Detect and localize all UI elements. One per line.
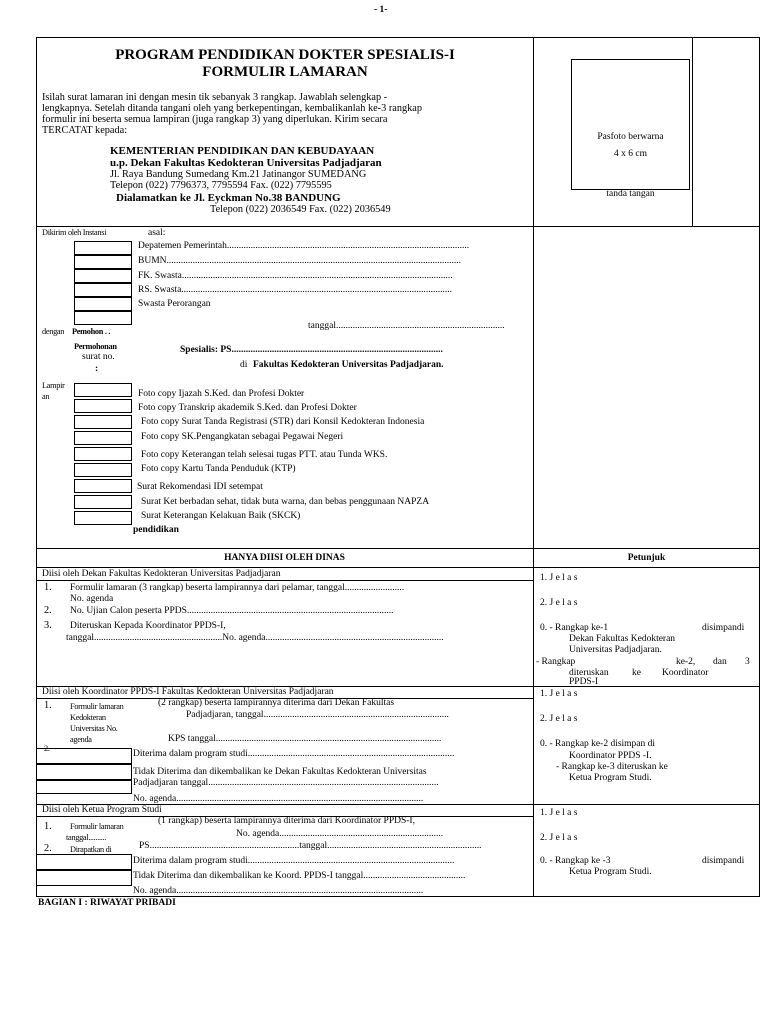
di-label: di xyxy=(240,360,248,370)
s1-line-1[interactable]: Formulir lamaran (3 rangkap) beserta lampirannya dari pelamar, tanggal......................... xyxy=(70,583,405,593)
petunjuk-header: Petunjuk xyxy=(627,553,666,563)
s2-num-2: 2. xyxy=(44,744,50,753)
attachment-checkbox-8[interactable] xyxy=(74,495,132,509)
photo-size: 4 x 6 cm xyxy=(614,149,647,159)
petunjuk2-f: Ketua Program Studi. xyxy=(569,773,652,783)
phone-line-1: Telepon (022) 7796373, 7795594 Fax. (022) 7795595 xyxy=(110,180,332,191)
s1-agenda: No. agenda xyxy=(70,594,114,604)
section-heading-riwayat: BAGIAN I : RIWAYAT PRIBADI xyxy=(38,898,176,908)
s3-checkbox-2[interactable] xyxy=(36,870,132,886)
checkbox-extra[interactable] xyxy=(74,311,132,325)
section1-title: Diisi oleh Dekan Fakultas Kedokteran Universitas Padjadjaran xyxy=(42,569,281,579)
s3-line-1: (1 rangkap) beserta lampirannya diterima dari Koordinator PPDS-I, xyxy=(158,816,415,826)
s2-kps[interactable]: KPS tanggal............................................................................................... xyxy=(168,734,442,744)
attachment-7: Surat Rekomendasi IDI setempat xyxy=(137,482,263,492)
s2-agenda-label: agenda xyxy=(70,735,92,744)
asal-label: asal: xyxy=(148,228,166,238)
petunjuk1-g2: ke xyxy=(632,668,641,678)
s2-checkbox-2[interactable] xyxy=(36,764,132,780)
divider-office xyxy=(36,548,760,549)
petunjuk2-a: 1. J e l a s xyxy=(540,689,578,699)
petunjuk1-d: Dekan Fakultas Kedokteran xyxy=(569,634,676,644)
petunjuk2-d: Koordinator PPDS -I. xyxy=(569,751,652,761)
s1-num-3: 3. xyxy=(44,620,52,631)
option-departemen: Depatemen Pemerintah...................................................................................................... xyxy=(138,241,470,251)
section2-title: Diisi oleh Koordinator PPDS-I Fakultas Kedokteran Universitas Padjadjaran xyxy=(42,687,334,697)
checkbox-departemen[interactable] xyxy=(74,241,132,255)
s3-dirapatkan: Dirapatkan di xyxy=(70,845,112,854)
s3-formulir: Formulir lamaran xyxy=(70,822,124,831)
petunjuk1-f2: ke-2, xyxy=(676,657,696,667)
s3-line-1b[interactable]: No. agenda..................................................................... xyxy=(236,829,444,839)
signature-label: tanda tangan xyxy=(606,189,655,199)
instruction-line-4: TERCATAT kepada: xyxy=(42,125,128,136)
tanggal-field[interactable]: tanggal....................................................................... xyxy=(308,321,505,331)
s2-checkbox-3[interactable] xyxy=(36,780,132,794)
petunjuk3-b: 2. J e l a s xyxy=(540,833,578,843)
petunjuk2-b: 2. J e l a s xyxy=(540,714,578,724)
petunjuk1-g3: Koordinator xyxy=(662,668,709,678)
lampiran-label-1: Lampir xyxy=(42,381,65,390)
s1-line-2[interactable]: No. Ujian Calon peserta PPDS....................................................................................... xyxy=(70,606,394,616)
s3-no-agenda[interactable]: No. agenda........................................................................................................ xyxy=(133,886,424,896)
s3-num-1: 1. xyxy=(44,821,52,832)
s2-line-1b[interactable]: Padjadjaran, tanggal.............................................................................. xyxy=(186,710,449,720)
s2-universitas: Universitas No. xyxy=(70,724,118,733)
s3-ps-line[interactable]: PS...............................................................tanggal................................................................. xyxy=(139,841,482,851)
s1-line-3: Diteruskan Kepada Koordinator PPDS-I, xyxy=(70,621,226,631)
sender-label: Dikirim oleh Instansi xyxy=(42,228,107,237)
s2-tidak-diterima-tanggal[interactable]: Padjadjaran tanggal................................................................................................. xyxy=(133,778,439,788)
instruction-line-3: formulir ini beserta semua lampiran (juga rangkap 3) yang diperlukan. Kirim secara xyxy=(42,114,388,125)
section1-underline xyxy=(36,580,533,581)
attachment-3: Foto copy Surat Tanda Registrasi (STR) dari Konsil Kedokteran Indonesia xyxy=(141,417,425,427)
ministry-name: KEMENTERIAN PENDIDIKAN DAN KEBUDAYAAN xyxy=(110,145,375,157)
attachment-checkbox-3[interactable] xyxy=(74,415,132,429)
photo-label: Pasfoto berwarna xyxy=(597,132,664,142)
divider-vertical-right xyxy=(692,37,693,226)
s3-checkbox-1[interactable] xyxy=(36,854,132,870)
s1-num-2: 2. xyxy=(44,605,52,616)
petunjuk1-e: Universitas Padjadjaran. xyxy=(569,645,662,655)
dean-name: u.p. Dekan Fakultas Kedokteran Universitas Padjadjaran xyxy=(110,157,382,169)
attachment-5: Foto copy Keterangan telah selesai tugas PTT. atau Tunda WKS. xyxy=(141,450,388,460)
s3-tanggal-label: tanggal.......... xyxy=(66,833,107,842)
s2-tidak-diterima: Tidak Diterima dan dikembalikan ke Dekan Fakultas Kedokteran Universitas xyxy=(133,767,427,777)
s2-kedokteran: Kedokteran xyxy=(70,713,106,722)
petunjuk3-c: 0. - Rangkap ke -3 xyxy=(540,856,611,866)
checkbox-bumn[interactable] xyxy=(74,255,132,269)
option-bumn: BUMN............................................................................................................................ xyxy=(138,256,462,266)
attachment-6: Foto copy Kartu Tanda Penduduk (KTP) xyxy=(141,464,296,474)
s3-num-2: 2. xyxy=(44,843,52,854)
attachment-8: Surat Ket berbadan sehat, tidak buta warna, dan bebas penggunaan NAPZA xyxy=(141,497,430,507)
checkbox-swasta-perorangan[interactable] xyxy=(74,297,132,311)
phone-line-2: Telepon (022) 2036549 Fax. (022) 2036549 xyxy=(210,204,391,215)
lampiran-label-2: an xyxy=(42,392,50,401)
petunjuk1-f4: 3 xyxy=(745,657,750,667)
form-subtitle: FORMULIR LAMARAN xyxy=(202,64,368,80)
attachment-1: Foto copy Ijazah S.Ked. dan Profesi Dokter xyxy=(138,389,305,399)
dengan-label: dengan xyxy=(42,327,65,336)
attachment-checkbox-7[interactable] xyxy=(74,479,132,493)
instruction-line-1: Isilah surat lamaran ini dengan mesin tik sebanyak 3 rangkap. Jawablah selengkap - xyxy=(42,92,388,103)
address-line-2: Dialamatkan ke Jl. Eyckman No.38 BANDUNG xyxy=(116,192,341,204)
petunjuk1-g1: diteruskan xyxy=(569,668,609,678)
attachment-checkbox-5[interactable] xyxy=(74,447,132,461)
photo-box[interactable] xyxy=(571,59,690,190)
divider-office-header xyxy=(36,567,760,568)
pemohon-label: Pemohon . . xyxy=(72,327,111,336)
s2-num-1: 1. xyxy=(44,700,52,711)
page-number: - 1- xyxy=(374,5,388,15)
surat-no-label: surat no. xyxy=(82,352,115,362)
petunjuk2-e: - Rangkap ke-3 diteruskan ke xyxy=(556,762,668,772)
petunjuk2-c: 0. - Rangkap ke-2 disimpan di xyxy=(540,739,656,749)
petunjuk1-f1: - Rangkap xyxy=(536,657,576,667)
attachment-checkbox-1[interactable] xyxy=(74,383,132,397)
divider-header xyxy=(36,226,760,227)
attachment-checkbox-9[interactable] xyxy=(74,511,132,525)
s1-num-1: 1. xyxy=(44,582,52,593)
divider-vertical xyxy=(533,37,534,897)
attachment-2: Foto copy Transkrip akademik S.Ked. dan Profesi Dokter xyxy=(138,403,357,413)
checkbox-fk-swasta[interactable] xyxy=(74,269,132,283)
s2-diterima[interactable]: Diterima dalam program studi....................................................................................... xyxy=(133,749,455,759)
fakultas-label: Fakultas Kedokteran Universitas Padjadjaran. xyxy=(253,360,444,370)
checkbox-rs-swasta[interactable] xyxy=(74,283,132,297)
s2-checkbox-1[interactable] xyxy=(36,748,132,764)
s2-no-agenda[interactable]: No. agenda........................................................................................................ xyxy=(133,794,424,804)
form-title: PROGRAM PENDIDIKAN DOKTER SPESIALIS-I xyxy=(115,47,455,63)
attachment-checkbox-2[interactable] xyxy=(74,399,132,413)
s1-tanggal[interactable]: tanggal......................................................No. agenda........................................................................... xyxy=(66,633,444,643)
s3-diterima[interactable]: Diterima dalam program studi....................................................................................... xyxy=(133,856,455,866)
address-line-1: Jl. Raya Bandung Sumedang Km.21 Jatinangor SUMEDANG xyxy=(110,169,367,180)
instruction-line-2: lengkapnya. Setelah ditanda tangani oleh yang berkepentingan, kembalikanlah ke-3 rangkap xyxy=(42,103,422,114)
petunjuk1-b: 2. J e l a s xyxy=(540,598,578,608)
option-swasta-perorangan: Swasta Perorangan xyxy=(138,299,211,309)
office-header: HANYA DIISI OLEH DINAS xyxy=(224,553,345,563)
petunjuk1-c2: disimpandi xyxy=(702,623,745,633)
attachment-checkbox-6[interactable] xyxy=(74,463,132,477)
petunjuk3-d: Ketua Program Studi. xyxy=(569,867,652,877)
pendidikan-label: pendidikan xyxy=(133,525,179,535)
s2-line-1: (2 rangkap) beserta lampirannya diterima dari Dekan Fakultas xyxy=(158,698,395,708)
option-rs-swasta: RS. Swasta.................................................................................................................. xyxy=(138,285,453,295)
option-fk-swasta: FK. Swasta.................................................................................................................. xyxy=(138,271,453,281)
permohonan-label: Permohonan xyxy=(74,342,117,351)
petunjuk3-c2: disimpandi xyxy=(702,856,745,866)
s2-formulir: Formulir lamaran xyxy=(70,702,124,711)
attachment-4: Foto copy SK.Pengangkatan sebagai Pegawai Negeri xyxy=(141,432,344,442)
petunjuk1-c: 0. - Rangkap ke-1 xyxy=(540,623,609,633)
spesialis-field[interactable]: Spesialis: PS......................................................................................... xyxy=(180,345,443,355)
petunjuk1-a: 1. J e l a s xyxy=(540,573,578,583)
petunjuk3-a: 1. J e l a s xyxy=(540,808,578,818)
petunjuk1-f3: dan xyxy=(713,657,727,667)
s3-tidak-diterima[interactable]: Tidak Diterima dan dikembalikan ke Koord. PPDS-I tanggal........................................... xyxy=(133,871,466,881)
attachment-9: Surat Keterangan Kelakuan Baik (SKCK) xyxy=(141,511,301,521)
petunjuk1-h: PPDS-I xyxy=(569,677,599,686)
colon-label: : xyxy=(95,364,99,374)
section3-title: Diisi oleh Ketua Program Studi xyxy=(42,805,162,815)
attachment-checkbox-4[interactable] xyxy=(74,431,132,445)
